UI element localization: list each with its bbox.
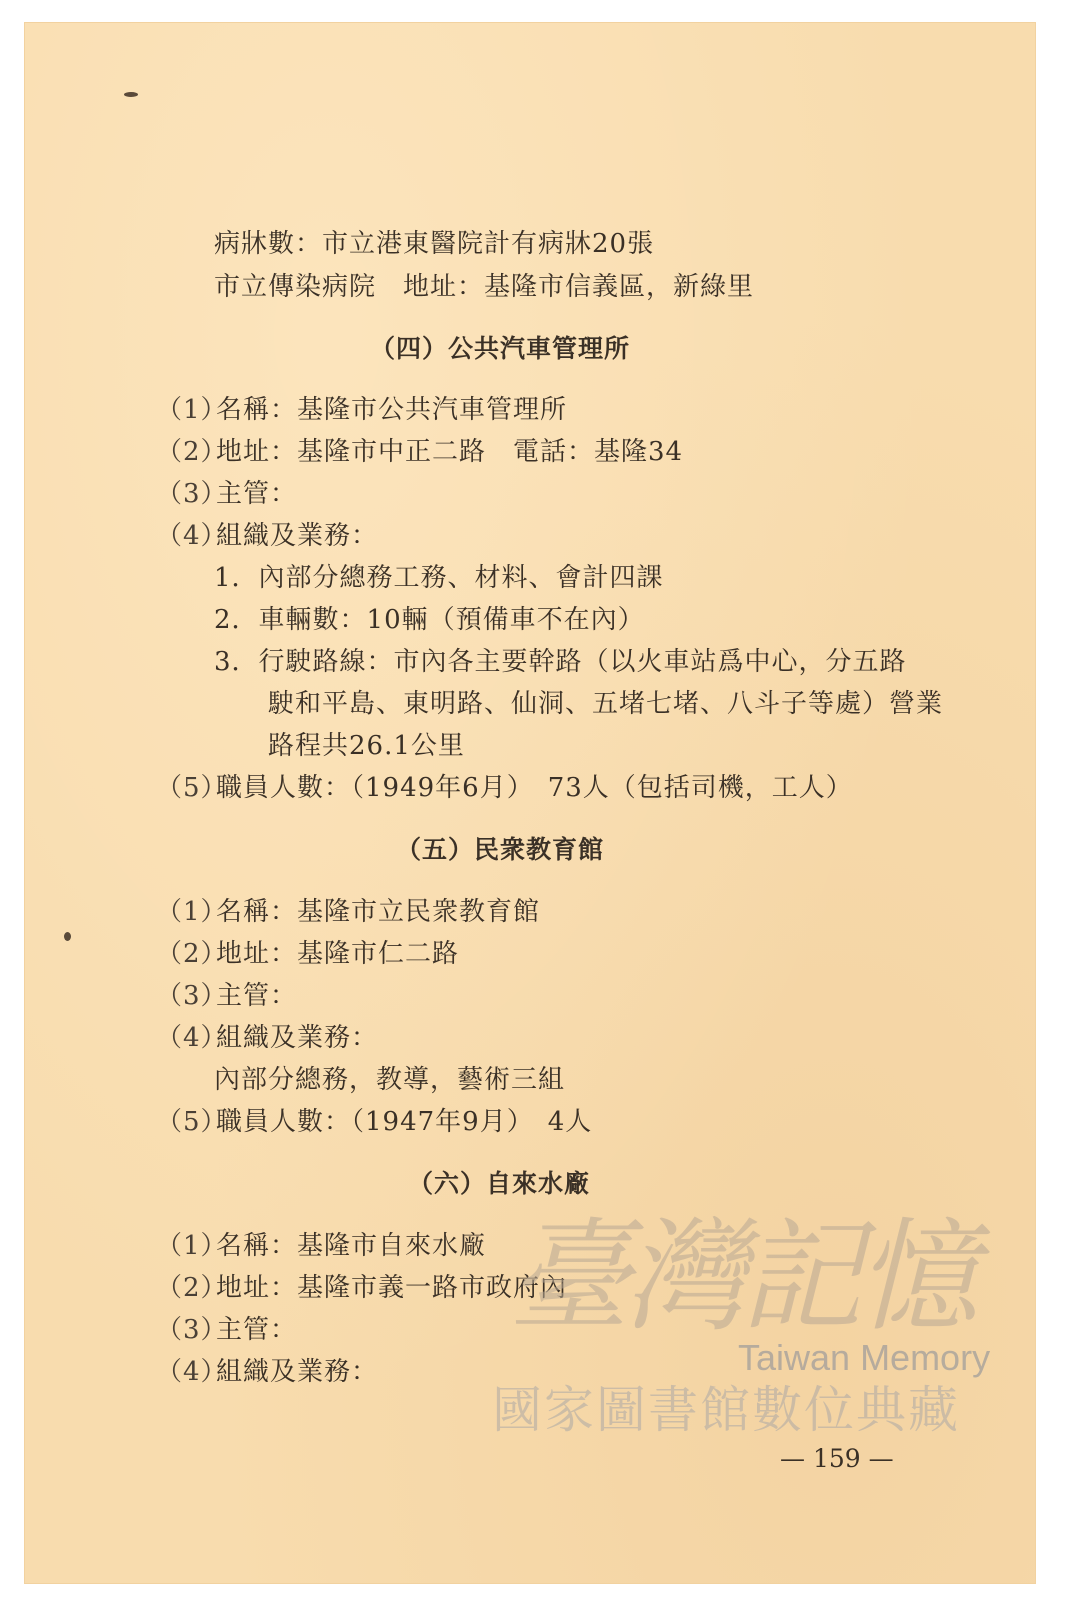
s5-sub-item: 內部分總務，教導，藝術三組 xyxy=(214,1065,566,1095)
paper-speck xyxy=(64,932,71,941)
section-6-heading: （六）自來水廠 xyxy=(408,1169,591,1198)
item-number: （4） xyxy=(156,1357,228,1387)
s4-item-2 xyxy=(156,436,683,468)
paper-speck xyxy=(124,92,138,97)
item-text: 組織及業務： xyxy=(216,1357,379,1387)
s5-item-5 xyxy=(156,1106,592,1138)
s5-item-2 xyxy=(156,938,459,970)
item-text: 職員人數：（1949年6月） 73人（包括司機，工人） xyxy=(216,773,853,803)
s4-sub-item-3-cont: 路程共26.1公里 xyxy=(268,731,465,761)
s6-item-3 xyxy=(156,1314,297,1346)
s6-item-4 xyxy=(156,1356,378,1388)
item-number: （1） xyxy=(156,897,228,927)
item-number: （1） xyxy=(156,395,228,425)
item-number: （2） xyxy=(156,437,228,467)
item-number: （2） xyxy=(156,1273,228,1303)
item-number: （4） xyxy=(156,521,228,551)
document-page xyxy=(24,22,1036,1584)
s6-item-1 xyxy=(156,1230,486,1262)
item-number: （3） xyxy=(156,981,228,1011)
watermark-institution: 國家圖書館數位典藏 xyxy=(492,1381,960,1439)
s6-item-2 xyxy=(156,1272,567,1304)
watermark-calligraphy: 臺灣記憶 xyxy=(508,1206,972,1348)
s5-item-4 xyxy=(156,1022,378,1054)
s4-item-3 xyxy=(156,478,297,510)
item-number: （3） xyxy=(156,1315,228,1345)
item-text: 職員人數：（1947年9月） 4人 xyxy=(216,1107,593,1137)
page-number: — 159 — xyxy=(780,1444,894,1473)
s4-item-1 xyxy=(156,394,567,426)
item-text: 主管： xyxy=(216,981,298,1011)
item-text: 地址：基隆市仁二路 xyxy=(216,939,460,969)
item-text: 名稱：基隆市立民衆教育館 xyxy=(216,897,541,927)
item-text: 地址：基隆市中正二路 電話：基隆34 xyxy=(216,437,684,467)
section-5-heading: （五）民衆教育館 xyxy=(396,835,605,864)
s4-sub-item-3-cont: 駛和平島、東明路、仙洞、五堵七堵、八斗子等處）營業 xyxy=(268,689,944,719)
s4-sub-item-2: 2．車輛數：10輛（預備車不在內） xyxy=(214,605,645,635)
s5-item-1 xyxy=(156,896,540,928)
s4-item-5 xyxy=(156,772,853,804)
item-text: 主管： xyxy=(216,479,298,509)
item-text: 主管： xyxy=(216,1315,298,1345)
section-4-heading: （四）公共汽車管理所 xyxy=(370,334,631,363)
hospital-beds-line: 病牀數：市立港東醫院計有病牀20張 xyxy=(214,229,655,259)
item-text: 組織及業務： xyxy=(216,1023,379,1053)
item-text: 組織及業務： xyxy=(216,521,379,551)
item-number: （3） xyxy=(156,479,228,509)
item-text: 名稱：基隆市公共汽車管理所 xyxy=(216,395,568,425)
watermark-english: Taiwan Memory xyxy=(738,1337,991,1378)
infectious-hospital-line: 市立傳染病院 地址：基隆市信義區，新綠里 xyxy=(214,272,755,302)
item-number: （4） xyxy=(156,1023,228,1053)
s4-item-4 xyxy=(156,520,378,552)
item-text: 名稱：基隆市自來水廠 xyxy=(216,1231,487,1261)
item-number: （2） xyxy=(156,939,228,969)
item-number: （1） xyxy=(156,1231,228,1261)
item-number: （5） xyxy=(156,773,228,803)
item-number: （5） xyxy=(156,1107,228,1137)
s4-sub-item-3: 3．行駛路線：市內各主要幹路（以火車站爲中心，分五路 xyxy=(214,647,907,677)
s5-item-3 xyxy=(156,980,297,1012)
s4-sub-item-1: 1．內部分總務工務、材料、會計四課 xyxy=(214,563,664,593)
item-text: 地址：基隆市義一路市政府內 xyxy=(216,1273,568,1303)
